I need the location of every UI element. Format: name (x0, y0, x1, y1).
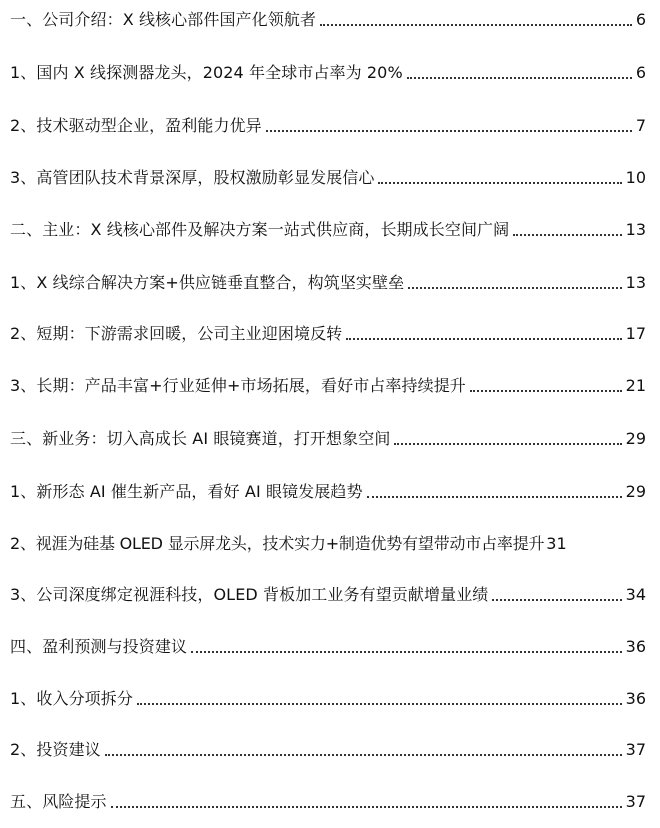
toc-entry-title: 1、国内 X 线探测器龙头，2024 年全球市占率为 20% (10, 63, 403, 82)
toc-entry[interactable] (10, 427, 646, 451)
toc-entry[interactable] (10, 218, 646, 242)
toc-entry[interactable] (10, 480, 646, 504)
toc-entry-page: 6 (635, 63, 646, 82)
toc-entry-title: 1、新形态 AI 催生新产品，看好 AI 眼镜发展趋势 (10, 482, 363, 501)
toc-dot-leader (492, 599, 621, 601)
toc-dot-leader (266, 130, 632, 132)
toc-dot-leader (394, 443, 621, 445)
toc-entry[interactable] (10, 61, 646, 85)
toc-entry-title: 2、投资建议 (10, 740, 101, 759)
toc-entry-page: 13 (625, 273, 646, 292)
toc-dot-leader (105, 754, 622, 756)
toc-entry-title: 2、短期：下游需求回暖，公司主业迎困境反转 (10, 324, 343, 343)
toc-entry[interactable] (10, 635, 646, 659)
toc-dot-leader (408, 287, 621, 289)
toc-dot-leader (367, 496, 622, 498)
toc-entry-title: 3、公司深度绑定视涯科技，OLED 背板加工业务有望贡献增量业绩 (10, 585, 489, 604)
toc-dot-leader (378, 182, 621, 184)
toc-entry[interactable] (10, 738, 646, 762)
toc-entry-title: 二、主业：X 线核心部件及解决方案一站式供应商，长期成长空间广阔 (10, 220, 510, 239)
toc-entry-title: 三、新业务：切入高成长 AI 眼镜赛道，打开想象空间 (10, 429, 391, 448)
toc-entry[interactable] (10, 322, 646, 346)
toc-entry-page: 21 (625, 376, 646, 395)
toc-dot-leader (513, 234, 621, 236)
toc-entry[interactable] (10, 271, 646, 295)
toc-entry-page: 37 (625, 792, 646, 811)
toc-entry[interactable] (10, 8, 646, 32)
toc-entry-page: 13 (625, 220, 646, 239)
toc-entry-page: 6 (635, 10, 646, 29)
toc-entry[interactable] (10, 374, 646, 398)
toc-entry[interactable] (10, 790, 646, 814)
toc-dot-leader (111, 806, 622, 808)
toc-entry-title: 五、风险提示 (10, 792, 107, 811)
toc-entry[interactable] (10, 687, 646, 711)
toc-entry[interactable] (10, 114, 646, 138)
toc-entry-page: 34 (625, 585, 646, 604)
toc-entry[interactable] (10, 166, 646, 190)
toc-entry[interactable] (10, 583, 646, 607)
toc-entry-title: 四、盈利预测与投资建议 (10, 637, 188, 656)
toc-entry-title: 1、X 线综合解决方案+供应链垂直整合，构筑坚实壁垒 (10, 273, 405, 292)
toc-dot-leader (346, 338, 621, 340)
toc-entry-title: 1、收入分项拆分 (10, 689, 133, 708)
toc-entry-page: 17 (625, 324, 646, 343)
toc-entry-title: 3、高管团队技术背景深厚，股权激励彰显发展信心 (10, 168, 375, 187)
toc-dot-leader (320, 24, 632, 26)
toc-entry-page: 37 (625, 740, 646, 759)
toc-entry-title: 3、长期：产品丰富+行业延伸+市场拓展，看好市占率持续提升 (10, 376, 466, 395)
toc-entry-page: 36 (625, 689, 646, 708)
toc-entry-page: 10 (625, 168, 646, 187)
toc-entry[interactable] (10, 532, 646, 556)
toc-entry-page: 31 (546, 534, 567, 553)
toc-dot-leader (470, 390, 622, 392)
toc-entry-page: 29 (625, 429, 646, 448)
toc-entry-title: 2、技术驱动型企业，盈利能力优异 (10, 116, 262, 135)
toc-dot-leader (407, 77, 632, 79)
toc-entry-page: 7 (635, 116, 646, 135)
toc-dot-leader (137, 703, 622, 705)
toc-entry-page: 29 (625, 482, 646, 501)
toc-entry-title: 一、公司介绍：X 线核心部件国产化领航者 (10, 10, 317, 29)
toc-dot-leader (191, 651, 622, 653)
toc-entry-page: 36 (625, 637, 646, 656)
toc-entry-title: 2、视涯为硅基 OLED 显示屏龙头，技术实力+制造优势有望带动市占率提升 (10, 534, 545, 553)
